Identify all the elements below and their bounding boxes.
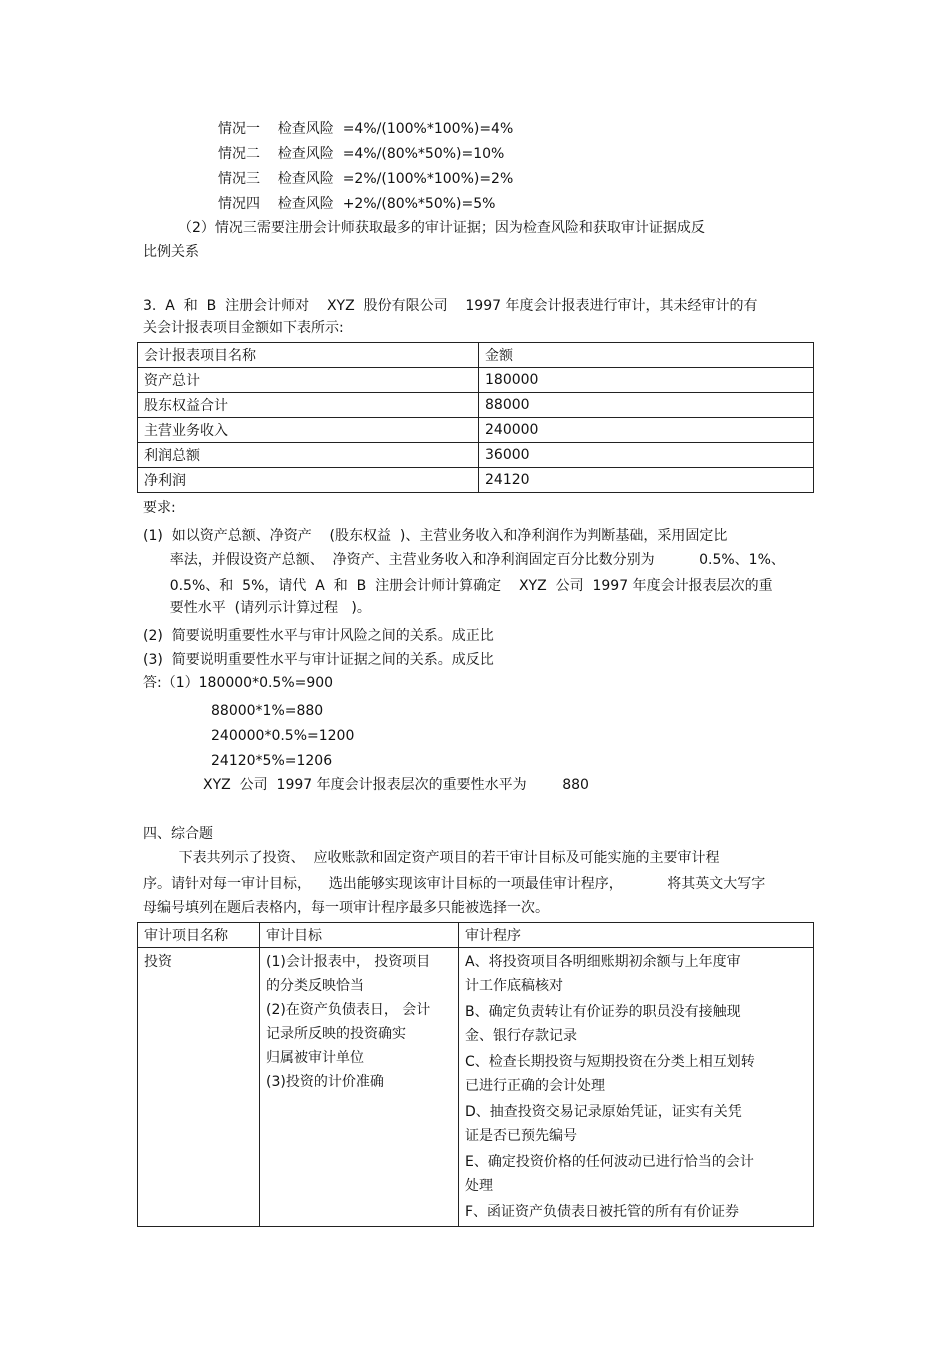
audit-goal: (3)投资的计价准确 — [266, 1074, 384, 1090]
row-label: 利润总额 — [138, 443, 479, 468]
audit-item-name: 投资 — [144, 954, 172, 970]
req1-line3: 0.5%、和 5%，请代 A 和 B 注册会计师计算确定 XYZ 公司 1997 年度会计报表层次的重 — [143, 578, 773, 594]
procedures-cell — [459, 948, 814, 1227]
row-label: 净利润 — [138, 468, 479, 493]
row-label: 资产总计 — [138, 368, 479, 393]
section4-intro-line1: 下表共列示了投资、 应收账款和固定资产项目的若干审计目标及可能实施的主要审计程 — [143, 850, 720, 866]
row-label: 主营业务收入 — [138, 418, 479, 443]
row-value: 240000 — [479, 418, 814, 443]
case4-line: 情况四 检查风险 +2%/(80%*50%)=5% — [218, 196, 496, 212]
requirements-label: 要求: — [143, 500, 176, 516]
audit-procedures-table — [137, 922, 814, 1227]
row-label: 股东权益合计 — [138, 393, 479, 418]
table-header-row — [138, 343, 814, 368]
header-amount: 金额 — [479, 343, 814, 368]
calc-line: 240000*0.5%=1200 — [211, 728, 355, 744]
table-row — [138, 368, 814, 393]
row-value: 180000 — [479, 368, 814, 393]
audit-goal: (2)在资产负债表日， 会计 记录所反映的投资确实 归属被审计单位 — [266, 1002, 431, 1066]
audit-procedure: F、函证资产负债表日被托管的所有有价证券 — [465, 1204, 740, 1220]
req1-line2: 率法，并假设资产总额、 净资产、主营业务收入和净利润固定百分比数分别为 0.5%、1%、 — [143, 552, 785, 568]
q3-line1: 3. A 和 B 注册会计师对 XYZ 股份有限公司 1997 年度会计报表进行审计，其未经审计的有 — [143, 298, 758, 314]
header-item-name: 会计报表项目名称 — [138, 343, 479, 368]
answer2-line2: 比例关系 — [143, 244, 199, 260]
table-row — [138, 468, 814, 493]
q3-line2: 关会计报表项目金额如下表所示: — [143, 320, 344, 336]
audit-procedure: C、检查长期投资与短期投资在分类上相互划转 已进行正确的会计处理 — [465, 1054, 755, 1094]
row-value: 24120 — [479, 468, 814, 493]
calc-line: 88000*1%=880 — [211, 703, 324, 719]
audit-goal: (1)会计报表中， 投资项目 的分类反映恰当 — [266, 954, 431, 994]
section4-intro-line3: 母编号填列在题后表格内，每一项审计程序最多只能被选择一次。 — [143, 900, 549, 916]
case2-line: 情况二 检查风险 =4%/(80%*50%)=10% — [218, 146, 505, 162]
table-header-row — [138, 923, 814, 948]
section4-intro-line2: 序。请针对每一审计目标， 选出能够实现该审计目标的一项最佳审计程序， 将其英文大写字 — [143, 876, 766, 892]
table-row — [138, 443, 814, 468]
case1-line: 情况一 检查风险 =4%/(100%*100%)=4% — [218, 121, 514, 137]
header-audit-goal: 审计目标 — [260, 923, 459, 948]
calc-line: 24120*5%=1206 — [211, 753, 333, 769]
answer2-line1: （2）情况三需要注册会计师获取最多的审计证据；因为检查风险和获取审计证据成反 — [178, 220, 705, 236]
req1-line4: 要性水平 (请列示计算过程 )。 — [143, 600, 371, 616]
row-value: 36000 — [479, 443, 814, 468]
req3-line: (3) 简要说明重要性水平与审计证据之间的关系。成反比 — [143, 652, 494, 668]
audit-procedure: D、抽查投资交易记录原始凭证，证实有关凭 证是否已预先编号 — [465, 1104, 742, 1144]
answer-label: 答:（1）180000*0.5%=900 — [143, 675, 334, 691]
table-row — [138, 393, 814, 418]
req2-line: (2) 简要说明重要性水平与审计风险之间的关系。成正比 — [143, 628, 494, 644]
goals-cell — [260, 948, 459, 1227]
section4-title: 四、综合题 — [143, 826, 213, 842]
table-row — [138, 418, 814, 443]
audit-procedure: B、确定负责转让有价证券的职员没有接触现 金、银行存款记录 — [465, 1004, 741, 1044]
req1-line1: (1) 如以资产总额、净资产 (股东权益 )、主营业务收入和净利润作为判断基础，采用固定比 — [143, 528, 728, 544]
conclusion-line: XYZ 公司 1997 年度会计报表层次的重要性水平为 880 — [203, 777, 589, 793]
row-value: 88000 — [479, 393, 814, 418]
audit-procedure: E、确定投资价格的任何波动已进行恰当的会计 处理 — [465, 1154, 754, 1194]
case3-line: 情况三 检查风险 =2%/(100%*100%)=2% — [218, 171, 514, 187]
audit-procedure: A、将投资项目各明细账期初余额与上年度审 计工作底稿核对 — [465, 954, 741, 994]
amounts-table — [137, 342, 814, 493]
header-audit-procedure: 审计程序 — [459, 923, 814, 948]
item-cell — [138, 948, 260, 1227]
table-row — [138, 948, 814, 1227]
header-audit-item: 审计项目名称 — [138, 923, 260, 948]
